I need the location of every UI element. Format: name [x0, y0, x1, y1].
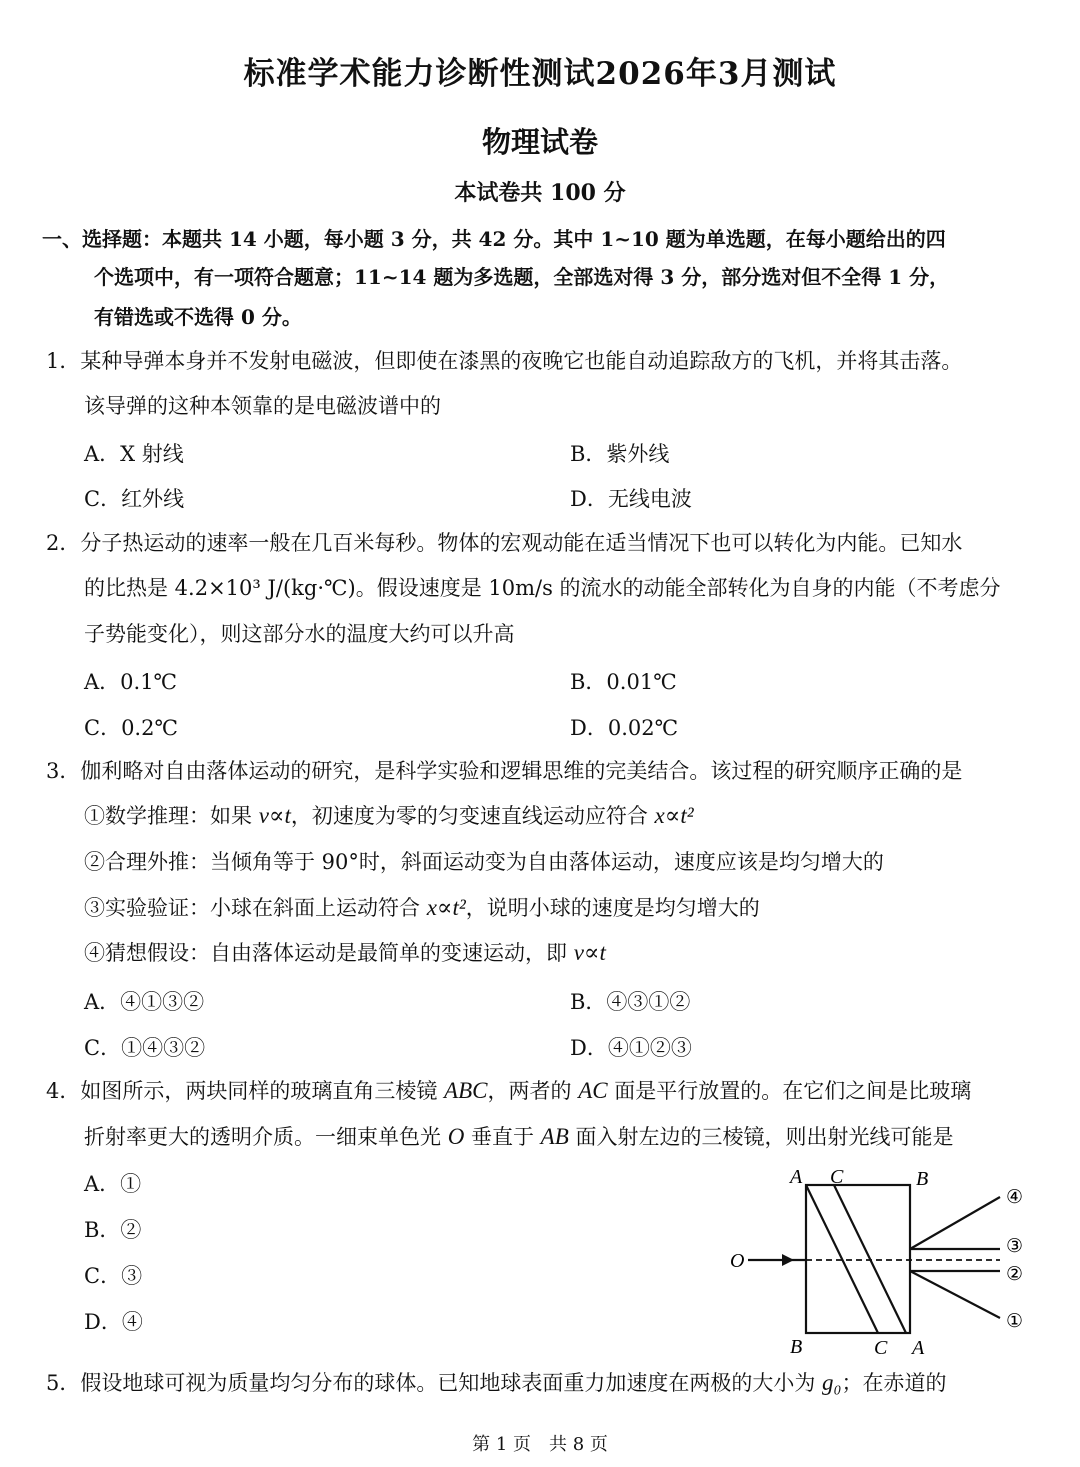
- vertex-label-b-bottom: B: [790, 1336, 803, 1358]
- q3-s3-text-a: ③实验验证：小球在斜面上运动符合: [84, 896, 427, 920]
- q4-option-d: D．④: [84, 1310, 143, 1334]
- vertex-label-c-bottom: C: [874, 1337, 888, 1359]
- exam-title: 标准学术能力诊断性测试2026年3月测试: [243, 56, 837, 92]
- q4-option-b: B．②: [84, 1218, 142, 1242]
- q5-line1: [46, 1360, 947, 1406]
- prism-right-hypotenuse: [834, 1185, 906, 1333]
- q3-option-b: B．④③①②: [570, 990, 691, 1014]
- q5-l1-c: ；在赤道的: [841, 1371, 947, 1395]
- ray-label-2: ②: [1006, 1263, 1024, 1285]
- ray-4: [910, 1197, 1000, 1249]
- q1-line2: 该导弹的这种本领靠的是电磁波谱中的: [84, 394, 441, 418]
- q2-option-b: B．0.01℃: [570, 670, 677, 694]
- incident-arrow-icon: [782, 1254, 794, 1266]
- q4-option-a: A．①: [84, 1172, 142, 1196]
- q4-line1: [46, 1068, 971, 1114]
- q3-option-a: A．④①③②: [84, 990, 205, 1014]
- q4-l1-ac: AC: [578, 1078, 608, 1103]
- q1-option-b: B．紫外线: [570, 442, 670, 466]
- q2-line1: 2．分子热运动的速率一般在几百米每秒。物体的宏观动能在适当情况下也可以转化为内能。已知水: [46, 531, 963, 555]
- q3-s4-formula: v∝t: [573, 940, 606, 965]
- q2-option-d: D．0.02℃: [570, 716, 679, 740]
- total-score: 本试卷共 100 分: [454, 180, 626, 206]
- ray-label-1: ①: [1006, 1310, 1024, 1332]
- q3-s1-text-c: ，初速度为零的匀变速直线运动应符合: [290, 804, 655, 828]
- ray-1: [910, 1271, 1000, 1318]
- q3-s3-formula: x∝t²: [426, 895, 466, 920]
- q3-s1-formula-v: v∝t: [258, 803, 291, 828]
- q1-option-d: D．无线电波: [570, 487, 692, 511]
- ray-label-3: ③: [1006, 1235, 1024, 1257]
- q4-l2-ab: AB: [540, 1124, 569, 1149]
- q3-s4-text-a: ④猜想假设：自由落体运动是最简单的变速运动，即: [84, 941, 574, 965]
- q4-l2-e: 面入射左边的三棱镜，则出射光线可能是: [568, 1125, 954, 1149]
- q1-line1: 1．某种导弹本身并不发射电磁波，但即使在漆黑的夜晚它也能自动追踪敌方的飞机，并将其击落。: [46, 349, 963, 373]
- q2-line3: 子势能变化），则这部分水的温度大约可以升高: [84, 622, 515, 646]
- ray-label-4: ④: [1006, 1186, 1024, 1208]
- prism-figure: [720, 1160, 1040, 1360]
- subject-title: 物理试卷: [481, 125, 598, 159]
- q4-line2: [84, 1114, 953, 1160]
- q4-option-c: C．③: [84, 1264, 143, 1288]
- q3-s3-text-c: ，说明小球的速度是均匀增大的: [465, 896, 760, 920]
- q2-option-c: C．0.2℃: [84, 716, 178, 740]
- q4-l2-a: 折射率更大的透明介质。一细束单色光: [84, 1125, 448, 1149]
- q4-l1-abc: ABC: [444, 1078, 488, 1103]
- q1-option-c: C．红外线: [84, 487, 185, 511]
- prism-left-hypotenuse: [806, 1185, 878, 1333]
- q5-l1-g0: g₀: [822, 1370, 842, 1395]
- page-footer: 第 1 页 共 8 页: [472, 1434, 608, 1455]
- section1-line3: 有错选或不选得 0 分。: [94, 305, 302, 329]
- vertex-label-a-bottom: A: [912, 1337, 925, 1359]
- q3-option-d: D．④①②③: [570, 1036, 692, 1060]
- q1-option-a: A．X 射线: [84, 442, 184, 466]
- q2-option-a: A．0.1℃: [84, 670, 178, 694]
- vertex-label-b-top: B: [916, 1168, 929, 1190]
- q5-l1-a: 5．假设地球可视为质量均匀分布的球体。已知地球表面重力加速度在两极的大小为: [46, 1371, 823, 1395]
- q3-line1: 3．伽利略对自由落体运动的研究，是科学实验和逻辑思维的完美结合。该过程的研究顺序正确的是: [46, 759, 963, 783]
- q4-l2-c: 垂直于: [464, 1125, 541, 1149]
- q3-statement-3: [84, 885, 760, 931]
- q3-statement-2: ②合理外推：当倾角等于 90°时，斜面运动变为自由落体运动，速度应该是均匀增大的: [84, 850, 884, 874]
- q4-l1-e: 面是平行放置的。在它们之间是比玻璃: [607, 1079, 972, 1103]
- vertex-label-a-top: A: [790, 1166, 803, 1188]
- source-label-o: O: [730, 1250, 745, 1272]
- vertex-label-c-top: C: [830, 1166, 844, 1188]
- section1-line2: 个选项中，有一项符合题意；11~14 题为多选题，全部选对得 3 分，部分选对但不全得 1 分，: [94, 265, 950, 289]
- q3-s1-formula-x: x∝t²: [654, 803, 694, 828]
- q3-statement-1: [84, 793, 694, 839]
- q3-s1-text-a: ①数学推理：如果: [84, 804, 259, 828]
- section1-line1: 一、选择题：本题共 14 小题，每小题 3 分，共 42 分。其中 1~10 题为单选题，在每小题给出的四: [42, 227, 946, 251]
- q4-l2-o: O: [447, 1124, 465, 1149]
- q4-l1-a: 4．如图所示，两块同样的玻璃直角三棱镜: [46, 1079, 445, 1103]
- q3-option-c: C．①④③②: [84, 1036, 206, 1060]
- q4-l1-c: ，两者的: [487, 1079, 579, 1103]
- q2-line2: 的比热是 4.2×10³ J/(kg·℃)。假设速度是 10m/s 的流水的动能全部转化为自身的内能（不考虑分: [84, 576, 1001, 600]
- q3-statement-4: [84, 930, 606, 976]
